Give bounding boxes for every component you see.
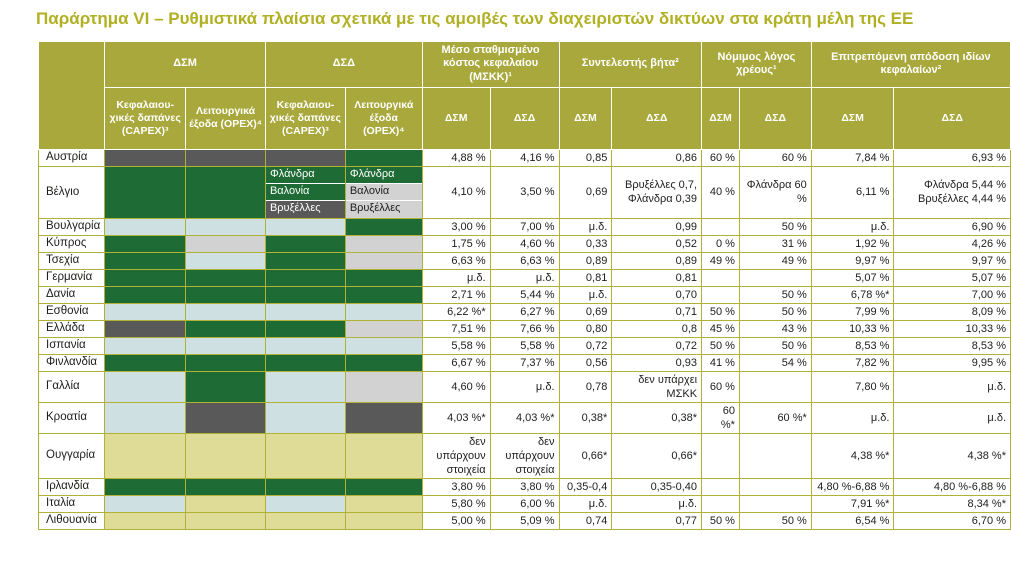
value-cell: 3,80 %: [490, 478, 559, 495]
country-cell: Ισπανία: [39, 337, 105, 354]
value-cell: 4,26 %: [894, 235, 1011, 252]
value-cell: 0,8: [612, 320, 702, 337]
value-cell: 5,44 %: [490, 286, 559, 303]
regime-color-cell: [186, 402, 266, 433]
table-row: [39, 235, 1011, 252]
value-cell: 4,03 %*: [490, 402, 559, 433]
table-row: [39, 286, 1011, 303]
page-title: Παράρτημα VI – Ρυθμιστικά πλαίσια σχετικά με τις αμοιβές των διαχειριστών δικτύων στα κράτη μέλη της ΕΕ: [36, 9, 914, 28]
value-cell: 50 %: [739, 218, 811, 235]
table-row: [39, 252, 1011, 269]
table-row: [39, 495, 1011, 512]
value-cell: 6,00 %: [490, 495, 559, 512]
value-cell: 5,07 %: [894, 269, 1011, 286]
value-cell: 9,95 %: [894, 354, 1011, 371]
value-cell: 0,33: [559, 235, 612, 252]
country-cell: Αυστρία: [39, 149, 105, 166]
regime-color-cell: [345, 286, 422, 303]
region-sub-cell: Βαλονία: [266, 184, 345, 201]
regime-color-cell: [186, 512, 266, 529]
column-sub-header: Κεφαλαιου-χικές δαπάνες (CAPEX)³: [105, 87, 186, 149]
regime-color-cell: [186, 166, 266, 218]
value-cell: 7,91 %*: [811, 495, 894, 512]
value-cell: 4,80 %-6,88 %: [894, 478, 1011, 495]
column-group-header: Επιτρεπόμενη απόδοση ιδίων κεφαλαίων²: [811, 41, 1010, 87]
value-cell: [739, 495, 811, 512]
value-cell: 0,35-0,4: [559, 478, 612, 495]
country-cell: Δανία: [39, 286, 105, 303]
value-cell: 3,80 %: [422, 478, 490, 495]
value-cell: 7,37 %: [490, 354, 559, 371]
value-cell: 6,63 %: [422, 252, 490, 269]
regime-color-cell: [186, 354, 266, 371]
value-cell: 50 %: [702, 337, 740, 354]
table-row: [39, 433, 1011, 478]
value-cell: 0,66*: [612, 433, 702, 478]
column-sub-header: Λειτουργικά έξοδα (OPEX)⁴: [345, 87, 422, 149]
value-cell: 0,74: [559, 512, 612, 529]
regime-color-cell: [345, 512, 422, 529]
value-cell: 7,80 %: [811, 371, 894, 402]
regime-color-cell: [186, 218, 266, 235]
regime-color-cell: [265, 495, 345, 512]
value-cell: μ.δ.: [811, 218, 894, 235]
value-cell: 6,90 %: [894, 218, 1011, 235]
value-cell: 60 %: [702, 149, 740, 166]
table-row: [39, 303, 1011, 320]
regime-color-cell: [345, 371, 422, 402]
country-cell: Ουγγαρία: [39, 433, 105, 478]
value-cell: 4,38 %*: [894, 433, 1011, 478]
regime-color-cell: [265, 286, 345, 303]
value-cell: 1,75 %: [422, 235, 490, 252]
regime-color-cell: [265, 371, 345, 402]
value-cell: [739, 433, 811, 478]
regime-color-cell: [265, 235, 345, 252]
value-cell: μ.δ.: [894, 371, 1011, 402]
value-cell: [702, 218, 740, 235]
regime-color-cell: [105, 433, 186, 478]
value-cell: 5,58 %: [490, 337, 559, 354]
header-row-subcolumns: [39, 87, 1011, 149]
country-cell: Κροατία: [39, 402, 105, 433]
value-cell: 7,00 %: [490, 218, 559, 235]
value-cell: μ.δ.: [559, 286, 612, 303]
value-cell: 0,89: [559, 252, 612, 269]
value-cell: [739, 269, 811, 286]
value-cell: [702, 269, 740, 286]
value-cell: μ.δ.: [811, 402, 894, 433]
value-cell: 0 %: [702, 235, 740, 252]
region-sub-cell: Φλάνδρα: [346, 167, 422, 184]
value-cell: μ.δ.: [422, 269, 490, 286]
annex-table: [38, 41, 1011, 530]
regime-color-cell: [105, 286, 186, 303]
value-cell: μ.δ.: [559, 495, 612, 512]
regime-color-cell: [186, 495, 266, 512]
regime-color-cell: [105, 149, 186, 166]
value-cell: 54 %: [739, 354, 811, 371]
value-cell: 6,78 %*: [811, 286, 894, 303]
regime-color-cell: [186, 337, 266, 354]
regime-color-cell: [265, 354, 345, 371]
value-cell: μ.δ.: [490, 371, 559, 402]
column-sub-header: ΔΣΜ: [702, 87, 740, 149]
value-cell: 7,00 %: [894, 286, 1011, 303]
value-cell: 4,60 %: [422, 371, 490, 402]
regime-color-cell: [186, 269, 266, 286]
value-cell: 0,78: [559, 371, 612, 402]
regime-color-cell: [105, 166, 186, 218]
column-group-header: ΔΣΜ: [105, 41, 266, 87]
regime-color-cell: [105, 337, 186, 354]
value-cell: 1,92 %: [811, 235, 894, 252]
value-cell: 4,03 %*: [422, 402, 490, 433]
table-row: [39, 337, 1011, 354]
value-cell: 9,97 %: [894, 252, 1011, 269]
value-cell: 7,82 %: [811, 354, 894, 371]
regime-color-cell: [345, 402, 422, 433]
value-cell: 8,53 %: [811, 337, 894, 354]
value-cell: 0,85: [559, 149, 612, 166]
regime-color-cell: [105, 495, 186, 512]
value-cell: Φλάνδρα 5,44 % Βρυξέλλες 4,44 %: [894, 166, 1011, 218]
regime-color-cell: [265, 166, 345, 218]
value-cell: 5,07 %: [811, 269, 894, 286]
regime-color-cell: [265, 303, 345, 320]
value-cell: 6,27 %: [490, 303, 559, 320]
table-row: [39, 149, 1011, 166]
value-cell: 41 %: [702, 354, 740, 371]
value-cell: 0,89: [612, 252, 702, 269]
value-cell: 7,66 %: [490, 320, 559, 337]
value-cell: 7,84 %: [811, 149, 894, 166]
value-cell: 0,72: [612, 337, 702, 354]
value-cell: 60 %*: [739, 402, 811, 433]
regime-color-cell: [265, 512, 345, 529]
value-cell: [702, 495, 740, 512]
value-cell: 0,69: [559, 166, 612, 218]
region-sub-cell: Φλάνδρα: [266, 167, 345, 184]
country-cell: Ιρλανδία: [39, 478, 105, 495]
regime-color-cell: [105, 478, 186, 495]
table-row: [39, 354, 1011, 371]
value-cell: 49 %: [702, 252, 740, 269]
value-cell: 0,86: [612, 149, 702, 166]
value-cell: 3,50 %: [490, 166, 559, 218]
value-cell: 50 %: [739, 286, 811, 303]
value-cell: 0,71: [612, 303, 702, 320]
value-cell: 5,58 %: [422, 337, 490, 354]
regime-color-cell: [105, 303, 186, 320]
regime-color-cell: [265, 218, 345, 235]
value-cell: 0,72: [559, 337, 612, 354]
regime-color-cell: [105, 512, 186, 529]
column-group-header: ΔΣΔ: [265, 41, 422, 87]
value-cell: 50 %: [702, 512, 740, 529]
column-group-header: Μέσο σταθμισμένο κόστος κεφαλαίου (ΜΣΚΚ)¹: [422, 41, 559, 87]
regime-color-cell: [345, 235, 422, 252]
regime-color-cell: [186, 149, 266, 166]
regime-color-cell: [105, 320, 186, 337]
table-row: [39, 218, 1011, 235]
region-sub-cell: Βρυξέλλες: [346, 201, 422, 218]
value-cell: 3,00 %: [422, 218, 490, 235]
column-group-header: Συντελεστής βήτα²: [559, 41, 702, 87]
regime-color-cell: [105, 402, 186, 433]
regime-color-cell: [105, 354, 186, 371]
regime-color-cell: [345, 433, 422, 478]
value-cell: 0,52: [612, 235, 702, 252]
regime-color-cell: [105, 218, 186, 235]
value-cell: 6,22 %*: [422, 303, 490, 320]
regime-color-cell: [186, 286, 266, 303]
regime-color-cell: [345, 166, 422, 218]
value-cell: 4,60 %: [490, 235, 559, 252]
regime-color-cell: [345, 269, 422, 286]
value-cell: 8,34 %*: [894, 495, 1011, 512]
column-sub-header: ΔΣΜ: [811, 87, 894, 149]
value-cell: δεν υπάρχουν στοιχεία: [422, 433, 490, 478]
regime-color-cell: [345, 320, 422, 337]
country-cell: Βέλγιο: [39, 166, 105, 218]
header-row-groups: [39, 41, 1011, 87]
country-cell: Γαλλία: [39, 371, 105, 402]
value-cell: 6,63 %: [490, 252, 559, 269]
column-group-header: Νόμιμος λόγος χρέους¹: [702, 41, 812, 87]
value-cell: 6,70 %: [894, 512, 1011, 529]
regime-color-cell: [345, 218, 422, 235]
table-row: [39, 320, 1011, 337]
regime-color-cell: [345, 149, 422, 166]
regime-color-cell: [265, 269, 345, 286]
value-cell: μ.δ.: [559, 218, 612, 235]
value-cell: 8,53 %: [894, 337, 1011, 354]
value-cell: 6,93 %: [894, 149, 1011, 166]
value-cell: 0,99: [612, 218, 702, 235]
value-cell: 0,66*: [559, 433, 612, 478]
value-cell: 0,56: [559, 354, 612, 371]
regime-color-cell: [265, 337, 345, 354]
regime-color-cell: [105, 269, 186, 286]
value-cell: 7,51 %: [422, 320, 490, 337]
country-cell: Ελλάδα: [39, 320, 105, 337]
column-sub-header: ΔΣΔ: [612, 87, 702, 149]
column-sub-header: ΔΣΜ: [559, 87, 612, 149]
regime-color-cell: [186, 478, 266, 495]
value-cell: 4,10 %: [422, 166, 490, 218]
table-row: [39, 512, 1011, 529]
value-cell: Βρυξέλλες 0,7, Φλάνδρα 0,39: [612, 166, 702, 218]
regime-color-cell: [186, 371, 266, 402]
regime-color-cell: [265, 433, 345, 478]
value-cell: 45 %: [702, 320, 740, 337]
regime-color-cell: [265, 402, 345, 433]
value-cell: 4,38 %*: [811, 433, 894, 478]
country-cell: Λιθουανία: [39, 512, 105, 529]
value-cell: 43 %: [739, 320, 811, 337]
regime-color-cell: [105, 371, 186, 402]
table-row: [39, 269, 1011, 286]
regime-color-cell: [265, 149, 345, 166]
value-cell: 49 %: [739, 252, 811, 269]
value-cell: 2,71 %: [422, 286, 490, 303]
value-cell: 4,80 %-6,88 %: [811, 478, 894, 495]
column-sub-header: ΔΣΔ: [490, 87, 559, 149]
regime-color-cell: [105, 235, 186, 252]
value-cell: 0,70: [612, 286, 702, 303]
value-cell: 5,09 %: [490, 512, 559, 529]
regime-color-cell: [186, 235, 266, 252]
column-sub-header: Λειτουργικά έξοδα (OPEX)⁴: [186, 87, 266, 149]
regime-color-cell: [265, 320, 345, 337]
value-cell: [702, 286, 740, 303]
value-cell: 50 %: [702, 303, 740, 320]
column-sub-header: ΔΣΔ: [739, 87, 811, 149]
regime-color-cell: [186, 433, 266, 478]
value-cell: 0,93: [612, 354, 702, 371]
region-sub-cell: Βαλονία: [346, 184, 422, 201]
value-cell: μ.δ.: [612, 495, 702, 512]
country-cell: Φινλανδία: [39, 354, 105, 371]
region-sub-cell: Βρυξέλλες: [266, 201, 345, 218]
value-cell: 31 %: [739, 235, 811, 252]
value-cell: 0,69: [559, 303, 612, 320]
value-cell: 50 %: [739, 512, 811, 529]
value-cell: 0,81: [612, 269, 702, 286]
value-cell: δεν υπάρχει ΜΣΚΚ: [612, 371, 702, 402]
value-cell: 60 %: [739, 149, 811, 166]
regime-color-cell: [265, 478, 345, 495]
country-cell: Βουλγαρία: [39, 218, 105, 235]
value-cell: 6,11 %: [811, 166, 894, 218]
value-cell: 5,80 %: [422, 495, 490, 512]
value-cell: 0,38*: [612, 402, 702, 433]
value-cell: 0,35-0,40: [612, 478, 702, 495]
value-cell: 6,67 %: [422, 354, 490, 371]
table-row: [39, 371, 1011, 402]
value-cell: 6,54 %: [811, 512, 894, 529]
regime-color-cell: [186, 320, 266, 337]
value-cell: 8,09 %: [894, 303, 1011, 320]
value-cell: 10,33 %: [811, 320, 894, 337]
regime-color-cell: [345, 354, 422, 371]
value-cell: 10,33 %: [894, 320, 1011, 337]
regime-color-cell: [345, 252, 422, 269]
value-cell: 0,77: [612, 512, 702, 529]
country-cell: Εσθονία: [39, 303, 105, 320]
column-sub-header: ΔΣΔ: [894, 87, 1011, 149]
value-cell: 50 %: [739, 303, 811, 320]
table-row: [39, 402, 1011, 433]
country-cell: Ιταλία: [39, 495, 105, 512]
column-sub-header: Κεφαλαιου-χικές δαπάνες (CAPEX)³: [265, 87, 345, 149]
value-cell: 40 %: [702, 166, 740, 218]
value-cell: μ.δ.: [894, 402, 1011, 433]
regime-color-cell: [345, 303, 422, 320]
value-cell: Φλάνδρα 60 %: [739, 166, 811, 218]
table-row: [39, 166, 1011, 218]
country-column-header: [39, 41, 105, 149]
regime-color-cell: [186, 252, 266, 269]
country-cell: Κύπρος: [39, 235, 105, 252]
value-cell: 0,80: [559, 320, 612, 337]
value-cell: 4,88 %: [422, 149, 490, 166]
value-cell: μ.δ.: [490, 269, 559, 286]
value-cell: [702, 478, 740, 495]
column-sub-header: ΔΣΜ: [422, 87, 490, 149]
value-cell: 5,00 %: [422, 512, 490, 529]
regime-color-cell: [105, 252, 186, 269]
value-cell: 50 %: [739, 337, 811, 354]
value-cell: 4,16 %: [490, 149, 559, 166]
table-row: [39, 478, 1011, 495]
regime-color-cell: [345, 478, 422, 495]
value-cell: 60 %: [702, 371, 740, 402]
value-cell: δεν υπάρχουν στοιχεία: [490, 433, 559, 478]
regime-color-cell: [265, 252, 345, 269]
value-cell: [739, 371, 811, 402]
value-cell: 9,97 %: [811, 252, 894, 269]
regime-color-cell: [345, 495, 422, 512]
value-cell: 0,38*: [559, 402, 612, 433]
value-cell: 60 %*: [702, 402, 740, 433]
regime-color-cell: [186, 303, 266, 320]
value-cell: 0,81: [559, 269, 612, 286]
regime-color-cell: [345, 337, 422, 354]
value-cell: 7,99 %: [811, 303, 894, 320]
country-cell: Τσεχία: [39, 252, 105, 269]
country-cell: Γερμανία: [39, 269, 105, 286]
value-cell: [739, 478, 811, 495]
value-cell: [702, 433, 740, 478]
